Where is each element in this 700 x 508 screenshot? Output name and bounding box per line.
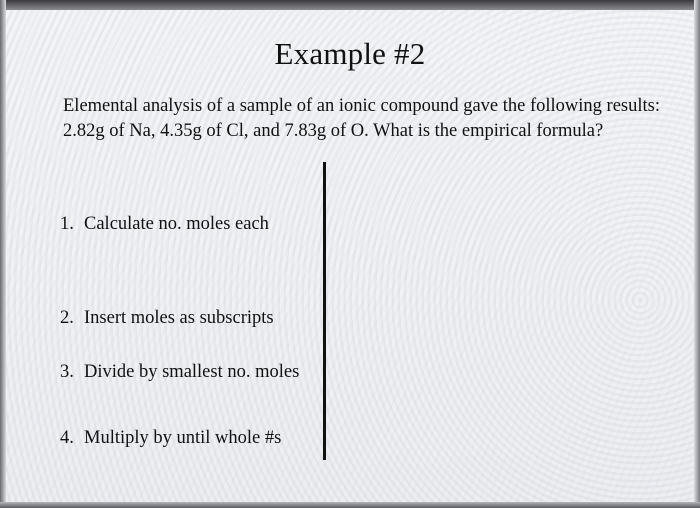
monitor-bezel-bottom [0,502,700,508]
step-number: 2. [60,308,74,328]
monitor-bezel-right [694,0,700,508]
monitor-bezel-top [0,0,700,10]
step-item [60,362,299,383]
step-number: 4. [60,428,74,448]
step-item [60,214,269,235]
step-item [60,428,281,449]
step-item [60,308,274,329]
step-text: Divide by smallest no. moles [84,362,300,382]
problem-line-2: 2.82g of Na, 4.35g of Cl, and 7.83g of O. What is the empirical formula? [63,121,604,141]
step-number: 3. [60,362,74,382]
step-text: Insert moles as subscripts [84,308,274,328]
vertical-divider [323,162,326,460]
step-text: Multiply by until whole #s [84,428,282,448]
problem-statement [63,94,683,144]
step-text: Calculate no. moles each [84,214,269,234]
monitor-bezel-left [0,0,6,508]
problem-line-1: Elemental analysis of a sample of an ionic compound gave the following results: [63,96,660,116]
step-number: 1. [60,214,74,234]
slide-title: Example #2 [274,36,426,71]
